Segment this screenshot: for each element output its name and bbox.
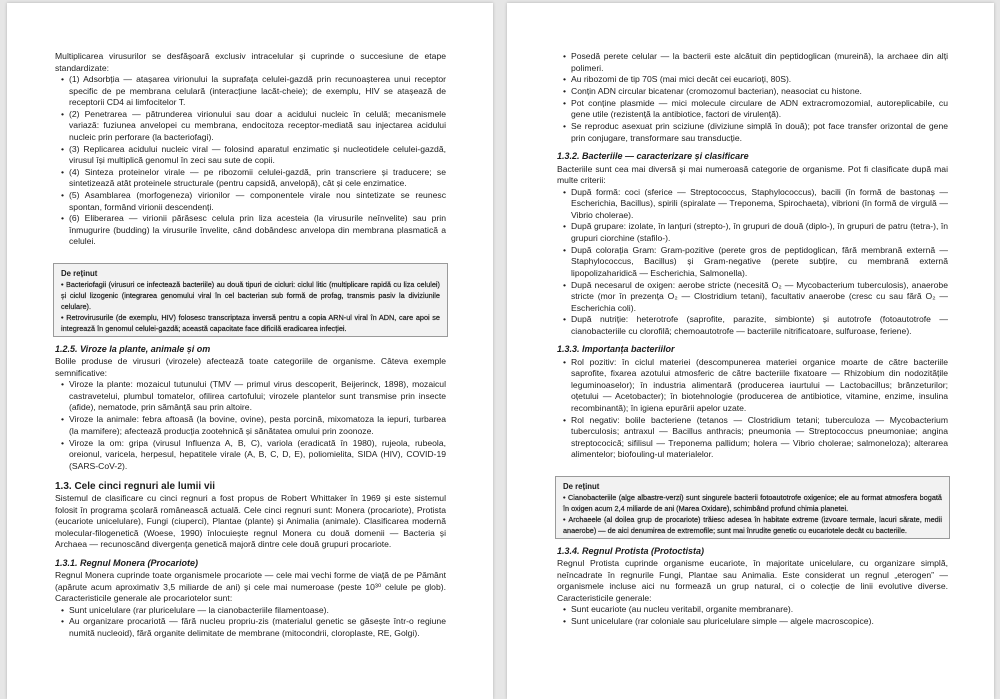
list-item: • Rol pozitiv: în ciclul materiei (descompunerea materiei organice moarte de către bacteriile saprofite, fixarea azotului atmosferic de către bacteriile fixatoare — Rhizobium din nodozitățile leguminoaselor); în industria alimentară (producerea iaurtului — Lactobacillus; brânzeturilor; oțetului — Acetobacter); în biotehnologie (producerea de antibiotice, vitamine, enzime, insulina recombinantă); în igiena epurării apelor uzate.	[557, 357, 948, 415]
list-item: • După grupare: izolate, în lanțuri (strepto-), în grupuri de două (diplo-), în grupuri de patru (tetra-), în grupuri ciorchine (stafilo-).	[557, 221, 948, 244]
paragraph: Regnul Monera cuprinde toate organismele procariote — cele mai vechi forme de viață de pe Pământ (apărute acum aproximativ 3,5 miliarde de ani) și cele mai numeroase (peste 10³⁰ celule pe glob). Caracteristicile generale ale procariotelor sunt:	[55, 570, 446, 604]
list-item: • Viroze la plante: mozaicul tutunului (TMV — primul virus descoperit, Beijerinck, 1898), mozaicul castravetelui, plumbul tomatelor, ofilirea cartofului; virozele plantelor sunt transmise prin insecte (afide), nematode, prin sămânță sau prin altoire.	[55, 379, 446, 414]
bacteria-importance-list	[557, 357, 948, 461]
list-item: • (5) Asamblarea (morfogeneza) virionilor — componentele virale nou sintetizate se reunesc spontan, formând virionii descendenți.	[55, 190, 446, 213]
list-item: • Sunt unicelulare (rar pluricelulare — la cianobacteriile filamentoase).	[55, 605, 446, 617]
list-item: • (2) Penetrarea — pătrunderea virionului sau doar a acidului nucleic în celulă; mecanismele variază: fuziunea anvelopei cu membrana, endocitoza receptor-mediată sau injectarea acidului nucleic prin perforare (la bacteriofagi).	[55, 109, 446, 144]
note-box-item: • Bacteriofagii (virusuri ce infectează bacteriile) au două tipuri de cicluri: ciclul litic (multiplicare rapidă cu liza celulei) și ciclul lizogenic (integrarea genomului viral în cel bacterian sub formă de profag, transmis pasiv la diviziunile celulare).	[61, 279, 440, 312]
protista-characteristics-list	[557, 604, 948, 627]
note-box	[53, 263, 448, 337]
paragraph: Regnul Protista cuprinde organisme eucariote, în majoritate unicelulare, cu organizare simplă, neîncadrate în regnurile Fungi, Plantae sau Animalia. Este considerat un regnul „eterogen” — organismele incluse aici nu formează un grup natural, ci o colecție de linii evolutive diverse. Caracteristicile generale:	[557, 558, 948, 603]
section-heading: 1.3.3. Importanța bacteriilor	[557, 344, 675, 355]
paragraph: Sistemul de clasificare cu cinci regnuri a fost propus de Robert Whittaker în 1969 și este sistemul folosit în programa școlară românească actuală. Cele cinci regnuri sunt: Monera (procariote), Protista (eucariote unicelulare), Fungi (ciuperci), Plantae (plante) și Animalia (animale). Clasificarea modernă molecular-filogenetică (Woese, 1990) înlocuiește regnul Monera cu două domenii — Bacteria și Archaea — recunoscând divergența genetică majoră dintre cele două grupuri procariote.	[55, 493, 446, 550]
list-item: • După colorația Gram: Gram-pozitive (perete gros de peptidoglican, fără membrană externă — Staphylococcus, Bacillus) și Gram-negative (perete subțire, cu membrană externă lipopolizaharidică — Escherichia, Salmonella).	[557, 245, 948, 280]
paragraph: Bolile produse de virusuri (virozele) afectează toate categoriile de organisme. Câteva exemple semnificative:	[55, 356, 446, 378]
bacteria-classification-list	[557, 187, 948, 338]
section-heading: 1.3. Cele cinci regnuri ale lumii vii	[55, 481, 216, 493]
list-item: • (6) Eliberarea — virionii părăsesc celula prin liza acesteia (la virusurile neînvelite) sau prin înmugurire (budding) la virusurile învelite, când dobândesc anvelopa din membrana plasmatică a celulei.	[55, 213, 446, 248]
list-item: • Conțin ADN circular bicatenar (cromozomul bacterian), neasociat cu histone.	[557, 86, 948, 98]
list-item: • Au organizare procariotă — fără nucleu propriu-zis (materialul genetic se găsește într-o regiune numită nucleoid), fără organite delimitate de membrane (mitocondrii, cloroplaste, RE, Golgi).	[55, 616, 446, 639]
virus-multiplication-intro: Multiplicarea virusurilor se desfășoară exclusiv intracelular și cuprinde o succesiune de etape standardizate:	[55, 51, 446, 73]
list-item: • Sunt eucariote (au nucleu veritabil, organite membranare).	[557, 604, 948, 616]
list-item: • Au ribozomi de tip 70S (mai mici decât cei eucarioți, 80S).	[557, 74, 948, 86]
page-left	[7, 3, 493, 699]
viroses-list	[55, 379, 446, 472]
paragraph: Bacteriile sunt cea mai diversă și mai numeroasă categorie de organisme. Pot fi clasificate după mai multe criterii:	[557, 163, 948, 186]
list-item: • (1) Adsorbția — atașarea virionului la suprafața celulei-gazdă prin recunoașterea unui receptor specific de pe membrana celulară (interacțiune lacăt-cheie); de exemplu, HIV se atașează de receptorii CD4 ai limfocitelor T.	[55, 74, 446, 109]
list-item: • Se reproduc asexuat prin sciziune (diviziune simplă în două); pot face transfer orizontal de gene prin conjugare, transformare sau transducție.	[557, 121, 948, 144]
list-item: • Sunt unicelulare (rar coloniale sau pluricelulare simple — algele macroscopice).	[557, 616, 948, 628]
section-heading: 1.3.4. Regnul Protista (Protoctista)	[557, 545, 705, 556]
list-item: • După nutriție: heterotrofe (saprofite, parazite, simbionte) și autotrofe (fotoautotrofe — cianobacteriile cu clorofilă; chemoautotrofe — bacteriile nitrificatoare, sulfuroase, feriene).	[557, 314, 948, 337]
monera-characteristics-list-continued	[557, 51, 948, 144]
list-item: • După necesarul de oxigen: aerobe stricte (necesită O₂ — Mycobacterium tuberculosis), anaerobe stricte (mor în prezența O₂ — Clostridium tetani), facultativ anaerobe (cresc cu sau fără O₂ — Escherichia coli).	[557, 280, 948, 315]
list-item: • Posedă perete celular — la bacterii este alcătuit din peptidoglican (mureină), la archaee din alți polimeri.	[557, 51, 948, 74]
note-box-item: • Cianobacteriile (alge albastre-verzi) sunt singurele bacterii fotoautotrofe oxigenice; ele au format atmosfera bogată în oxigen acum 2,4 miliarde de ani (Marea Oxidare), schimbând profund chimia planetei.	[563, 492, 942, 514]
note-box-title: De reținut	[563, 481, 600, 491]
note-box-title: De reținut	[61, 268, 98, 278]
list-item: • După formă: coci (sferice — Streptococcus, Staphylococcus), bacili (în formă de bastonaș — Escherichia, Bacillus), spirili (spiralate — Treponema, Spirochaeta), vibrioni (în formă de virgulă — Vibrio cholerae).	[557, 187, 948, 222]
page-right	[507, 3, 994, 699]
list-item: • (3) Replicarea acidului nucleic viral — folosind aparatul enzimatic și nucleotidele celulei-gazdă, virusul își multiplică genomul în zeci sau sute de copii.	[55, 144, 446, 167]
note-box	[555, 476, 950, 539]
replication-steps-list	[55, 74, 446, 248]
section-heading: 1.3.2. Bacteriile — caracterizare și clasificare	[557, 151, 749, 162]
monera-characteristics-list	[55, 605, 446, 640]
section-heading: 1.2.5. Viroze la plante, animale și om	[55, 343, 211, 354]
list-item: • (4) Sinteza proteinelor virale — pe ribozomii celulei-gazdă, prin transcriere și traducere; se sintetizează atât proteinele structurale (pentru capsidă, anvelopă), cât și cele enzimatice.	[55, 167, 446, 190]
section-heading: 1.3.1. Regnul Monera (Procariote)	[55, 557, 199, 568]
list-item: • Viroze la om: gripa (virusul Influenza A, B, C), variola (eradicată în 1980), rujeola, rubeola, oreionul, varicela, herpesul, hepatitele virale (A, B, C, D, E), poliomielita, SIDA (HIV), COVID-19 (SARS-CoV-2).	[55, 438, 446, 473]
note-box-item: • Archaeele (al doilea grup de procariote) trăiesc adesea în habitate extreme (izvoare termale, lacuri sărate, medii anaerobe) — de aici denumirea de extremofile; sunt mai înrudite genetic cu eucariotele decât cu bacteriile.	[563, 514, 942, 536]
list-item: • Rol negativ: bolile bacteriene (tetanos — Clostridium tetani; tuberculoza — Mycobacterium tuberculosis; antraxul — Bacillus anthracis; pneumonia — Streptococcus pneumoniae; angina streptococică; sifilisul — Treponema pallidum; holera — Vibrio cholerae; salmoneloza); alterarea alimentelor; biofouling-ul materialelor.	[557, 415, 948, 461]
list-item: • Pot conține plasmide — mici molecule circulare de ADN extracromozomial, autoreplicabile, cu gene utile (rezistență la antibiotice, factori de virulență).	[557, 98, 948, 121]
list-item: • Viroze la animale: febra aftoasă (la bovine, ovine), pesta porcină, mixomatoza la iepuri, turbarea (la mamifere); afectează producția zootehnică și sănătatea omului prin zoonoze.	[55, 414, 446, 437]
note-box-item: • Retrovirusurile (de exemplu, HIV) folosesc transcriptaza inversă pentru a copia ARN-ul viral în ADN, care apoi se integrează în genomul celulei-gazdă; această capacitate face dificilă eradicarea infecției.	[61, 312, 440, 334]
